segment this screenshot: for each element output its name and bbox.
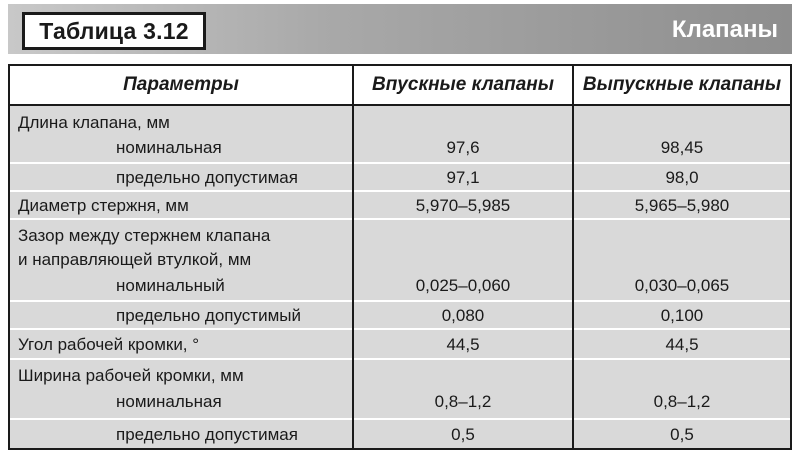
cell-length-limit-intake: 97,1	[446, 168, 480, 187]
row-sublabel-clearance-limit: предельно допустимый	[116, 306, 301, 325]
cell-width-limit-exhaust: 0,5	[670, 425, 694, 444]
table-header-bar	[8, 4, 792, 54]
cell-clearance-nominal-exhaust: 0,030–0,065	[634, 276, 730, 295]
cell-length-nominal-intake: 97,6	[446, 138, 480, 157]
table-row-angle	[10, 330, 790, 358]
cell-clearance-limit-intake: 0,080	[441, 306, 485, 325]
row-sublabel-width-nominal: номинальная	[116, 392, 222, 411]
row-sublabel-width-limit: предельно допустимая	[116, 425, 298, 444]
cell-width-nominal-intake: 0,8–1,2	[434, 392, 492, 411]
column-divider	[352, 66, 354, 448]
table-body	[10, 106, 790, 448]
table-row-length	[10, 106, 790, 162]
cell-angle-intake: 44,5	[446, 335, 480, 354]
row-sublabel-length-nominal: номинальная	[116, 138, 222, 157]
cell-length-nominal-exhaust: 98,45	[660, 138, 704, 157]
cell-width-nominal-exhaust: 0,8–1,2	[653, 392, 711, 411]
table-number-box	[22, 12, 206, 50]
table-title: Клапаны	[671, 16, 778, 43]
cell-length-limit-exhaust: 98,0	[665, 168, 699, 187]
cell-stem-diameter-intake: 5,970–5,985	[415, 196, 511, 215]
cell-angle-exhaust: 44,5	[665, 335, 699, 354]
cell-stem-diameter-exhaust: 5,965–5,980	[634, 196, 730, 215]
column-divider	[572, 66, 574, 448]
table-row-length-limit	[10, 164, 790, 190]
row-sublabel-clearance-nominal: номинальный	[116, 276, 225, 295]
column-header-intake: Впускные клапаны	[371, 74, 554, 95]
row-label-width: Ширина рабочей кромки, мм	[18, 366, 244, 385]
table-number: Таблица 3.12	[39, 17, 189, 44]
table-row-clearance-limit	[10, 302, 790, 328]
cell-width-limit-intake: 0,5	[451, 425, 475, 444]
cell-clearance-limit-exhaust: 0,100	[660, 306, 704, 325]
cell-clearance-nominal-intake: 0,025–0,060	[415, 276, 511, 295]
table-row-width	[10, 360, 790, 418]
row-label-length: Длина клапана, мм	[18, 113, 170, 132]
column-header-exhaust: Выпускные клапаны	[582, 74, 782, 95]
table-row-clearance	[10, 220, 790, 300]
row-label-stem-diameter: Диаметр стержня, мм	[18, 196, 189, 215]
valves-table	[8, 64, 792, 450]
row-sublabel-length-limit: предельно допустимая	[116, 168, 298, 187]
table-row-width-limit	[10, 420, 790, 448]
row-label-clearance-line1: Зазор между стержнем клапана	[18, 226, 271, 245]
column-header-params: Параметры	[123, 74, 239, 95]
table-row-stem-diameter	[10, 192, 790, 218]
row-label-clearance-line2: и направляющей втулкой, мм	[18, 250, 252, 269]
table-head-row	[10, 66, 790, 106]
row-label-angle: Угол рабочей кромки, °	[18, 335, 200, 354]
